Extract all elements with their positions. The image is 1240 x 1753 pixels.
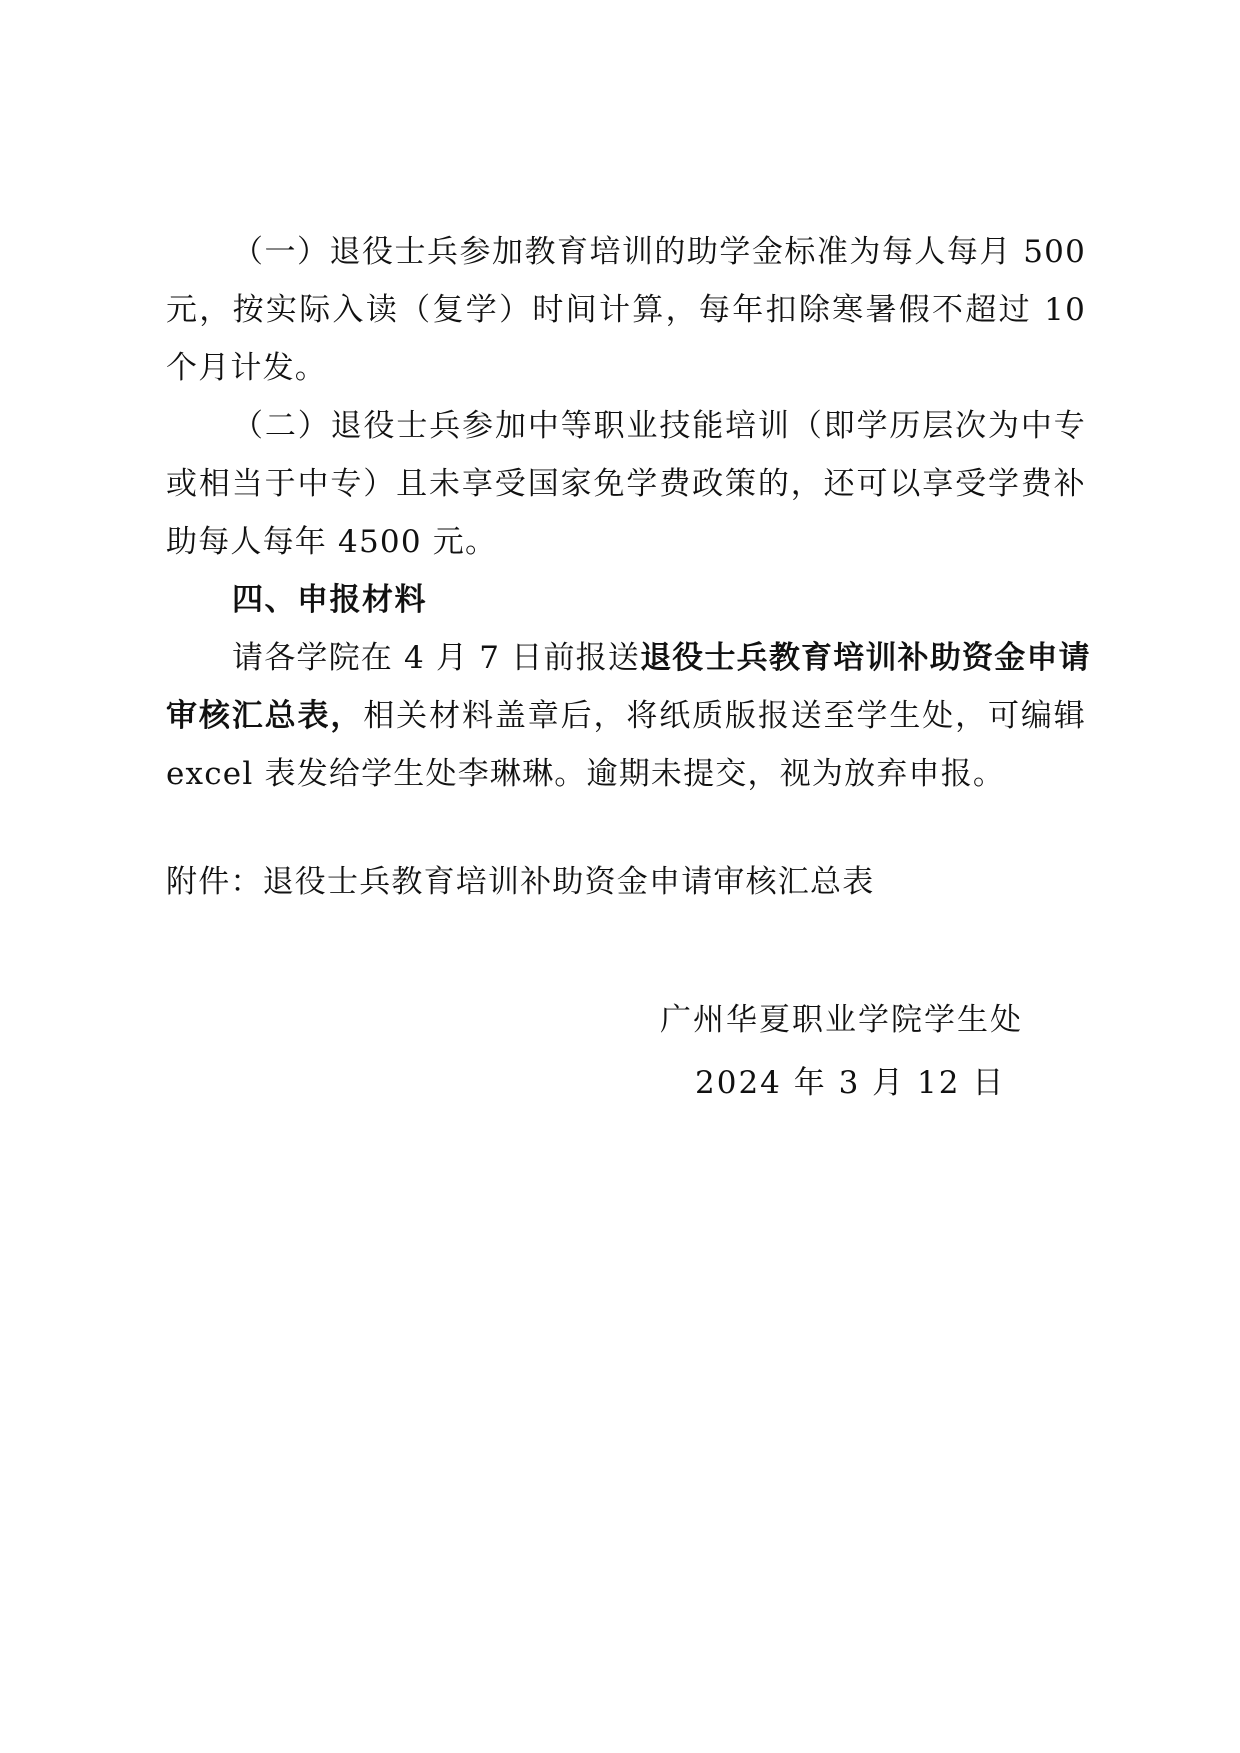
item1-line1: （一）退役士兵参加教育培训的助学金标准为每人每月 500 [232,234,1086,270]
section4-line2-plain: 相关材料盖章后，将纸质版报送至学生处，可编辑 [363,698,1086,734]
signature-date: 2024 年 3 月 12 日 [695,1065,1006,1101]
item1-line3: 个月计发。 [166,350,327,386]
section4-line3: excel 表发给学生处李琳琳。逾期未提交，视为放弃申报。 [166,756,1006,792]
section-heading: 四、申报材料 [232,582,427,618]
section4-line1 [232,638,1091,678]
item2-line2: 或相当于中专）且未享受国家免学费政策的，还可以享受学费补 [166,466,1086,502]
section4-line2 [166,696,1086,736]
item1-line2: 元，按实际入读（复学）时间计算，每年扣除寒暑假不超过 10 [166,292,1086,328]
item2-line3: 助每人每年 4500 元。 [166,524,498,560]
form-name-bold-cont: 审核汇总表， [166,698,364,734]
section4-line1-plain: 请各学院在 4 月 7 日前报送 [232,640,641,676]
form-name-bold: 退役士兵教育培训补助资金申请 [640,640,1091,676]
item2-line1: （二）退役士兵参加中等职业技能培训（即学历层次为中专 [232,408,1086,444]
attachment-line: 附件：退役士兵教育培训补助资金申请审核汇总表 [166,864,875,900]
signature-organization: 广州华夏职业学院学生处 [660,1002,1023,1038]
